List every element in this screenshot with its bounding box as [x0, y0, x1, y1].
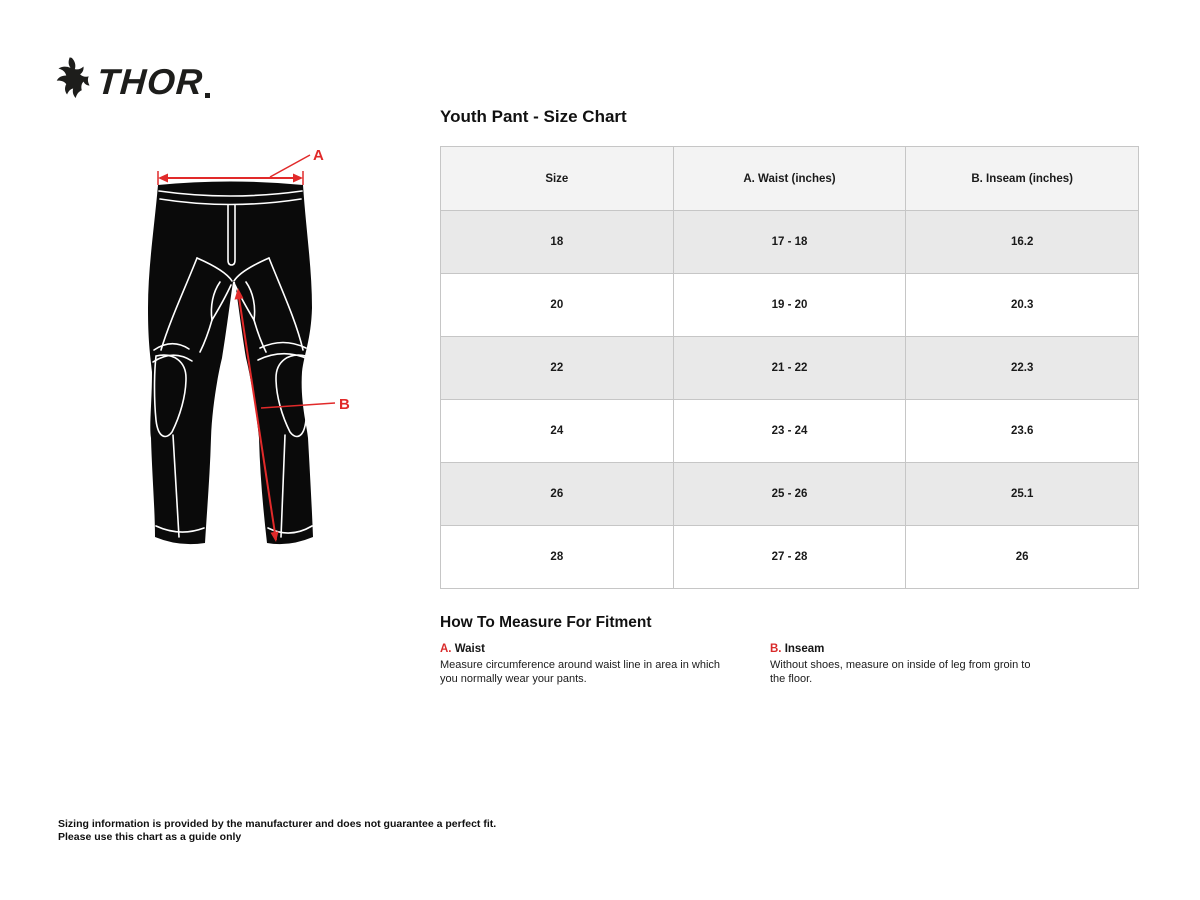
table-row	[441, 337, 1139, 400]
cell-size: 26	[441, 463, 674, 526]
thor-horned-head-icon	[55, 56, 93, 102]
table-body	[441, 211, 1139, 589]
label-b: B	[339, 396, 350, 413]
cell-inseam: 25.1	[906, 463, 1139, 526]
disclaimer-line-2: Please use this chart as a guide only	[58, 830, 242, 843]
measure-letter-b: B.	[770, 643, 782, 655]
size-chart-title: Youth Pant - Size Chart	[440, 107, 627, 126]
cell-size: 18	[441, 211, 674, 274]
cell-inseam: 23.6	[906, 400, 1139, 463]
cell-size: 22	[441, 337, 674, 400]
table-row	[441, 211, 1139, 274]
table-row	[441, 274, 1139, 337]
how-to-measure-section	[440, 614, 1140, 686]
measure-columns	[440, 643, 1140, 686]
cell-inseam: 20.3	[906, 274, 1139, 337]
thor-wordmark: THOR	[95, 61, 205, 102]
measure-name-inseam: Inseam	[784, 643, 825, 655]
cell-waist: 17 - 18	[673, 211, 906, 274]
label-a: A	[313, 147, 324, 164]
column-header-size: Size	[441, 147, 674, 211]
measure-description-inseam: Without shoes, measure on inside of leg from groin to the floor.	[770, 659, 1031, 685]
cell-inseam: 16.2	[906, 211, 1139, 274]
measure-item-waist	[440, 643, 770, 686]
cell-waist: 21 - 22	[673, 337, 906, 400]
sizing-disclaimer	[58, 818, 496, 843]
table-row	[441, 526, 1139, 589]
measure-label-inseam	[770, 643, 1060, 655]
size-chart-table	[440, 146, 1139, 589]
pant-silhouette	[148, 182, 313, 545]
disclaimer-line-1: Sizing information is provided by the manufacturer and does not guarantee a perfect fit.	[58, 818, 497, 830]
cell-size: 28	[441, 526, 674, 589]
cell-size: 20	[441, 274, 674, 337]
pant-measure-diagram	[128, 138, 360, 570]
cell-waist: 23 - 24	[673, 400, 906, 463]
pant-diagram-svg	[128, 138, 360, 570]
cell-inseam: 22.3	[906, 337, 1139, 400]
measure-description-waist: Measure circumference around waist line in area in which you normally wear your pants.	[440, 659, 721, 685]
measure-item-inseam	[770, 643, 1060, 686]
wordmark-period	[205, 93, 210, 98]
cell-waist: 19 - 20	[673, 274, 906, 337]
measure-name-waist: Waist	[454, 643, 485, 655]
column-header-inseam: B. Inseam (inches)	[906, 147, 1139, 211]
cell-size: 24	[441, 400, 674, 463]
cell-waist: 25 - 26	[673, 463, 906, 526]
table-header	[441, 147, 1139, 211]
cell-inseam: 26	[906, 526, 1139, 589]
thor-logo	[55, 56, 210, 102]
table-row	[441, 463, 1139, 526]
label-a-leader	[270, 155, 310, 177]
measure-letter-a: A.	[440, 643, 452, 655]
table-header-row	[441, 147, 1139, 211]
cell-waist: 27 - 28	[673, 526, 906, 589]
measure-label-waist	[440, 643, 770, 655]
column-header-waist: A. Waist (inches)	[673, 147, 906, 211]
how-to-measure-title: How To Measure For Fitment	[440, 614, 652, 631]
table-row	[441, 400, 1139, 463]
